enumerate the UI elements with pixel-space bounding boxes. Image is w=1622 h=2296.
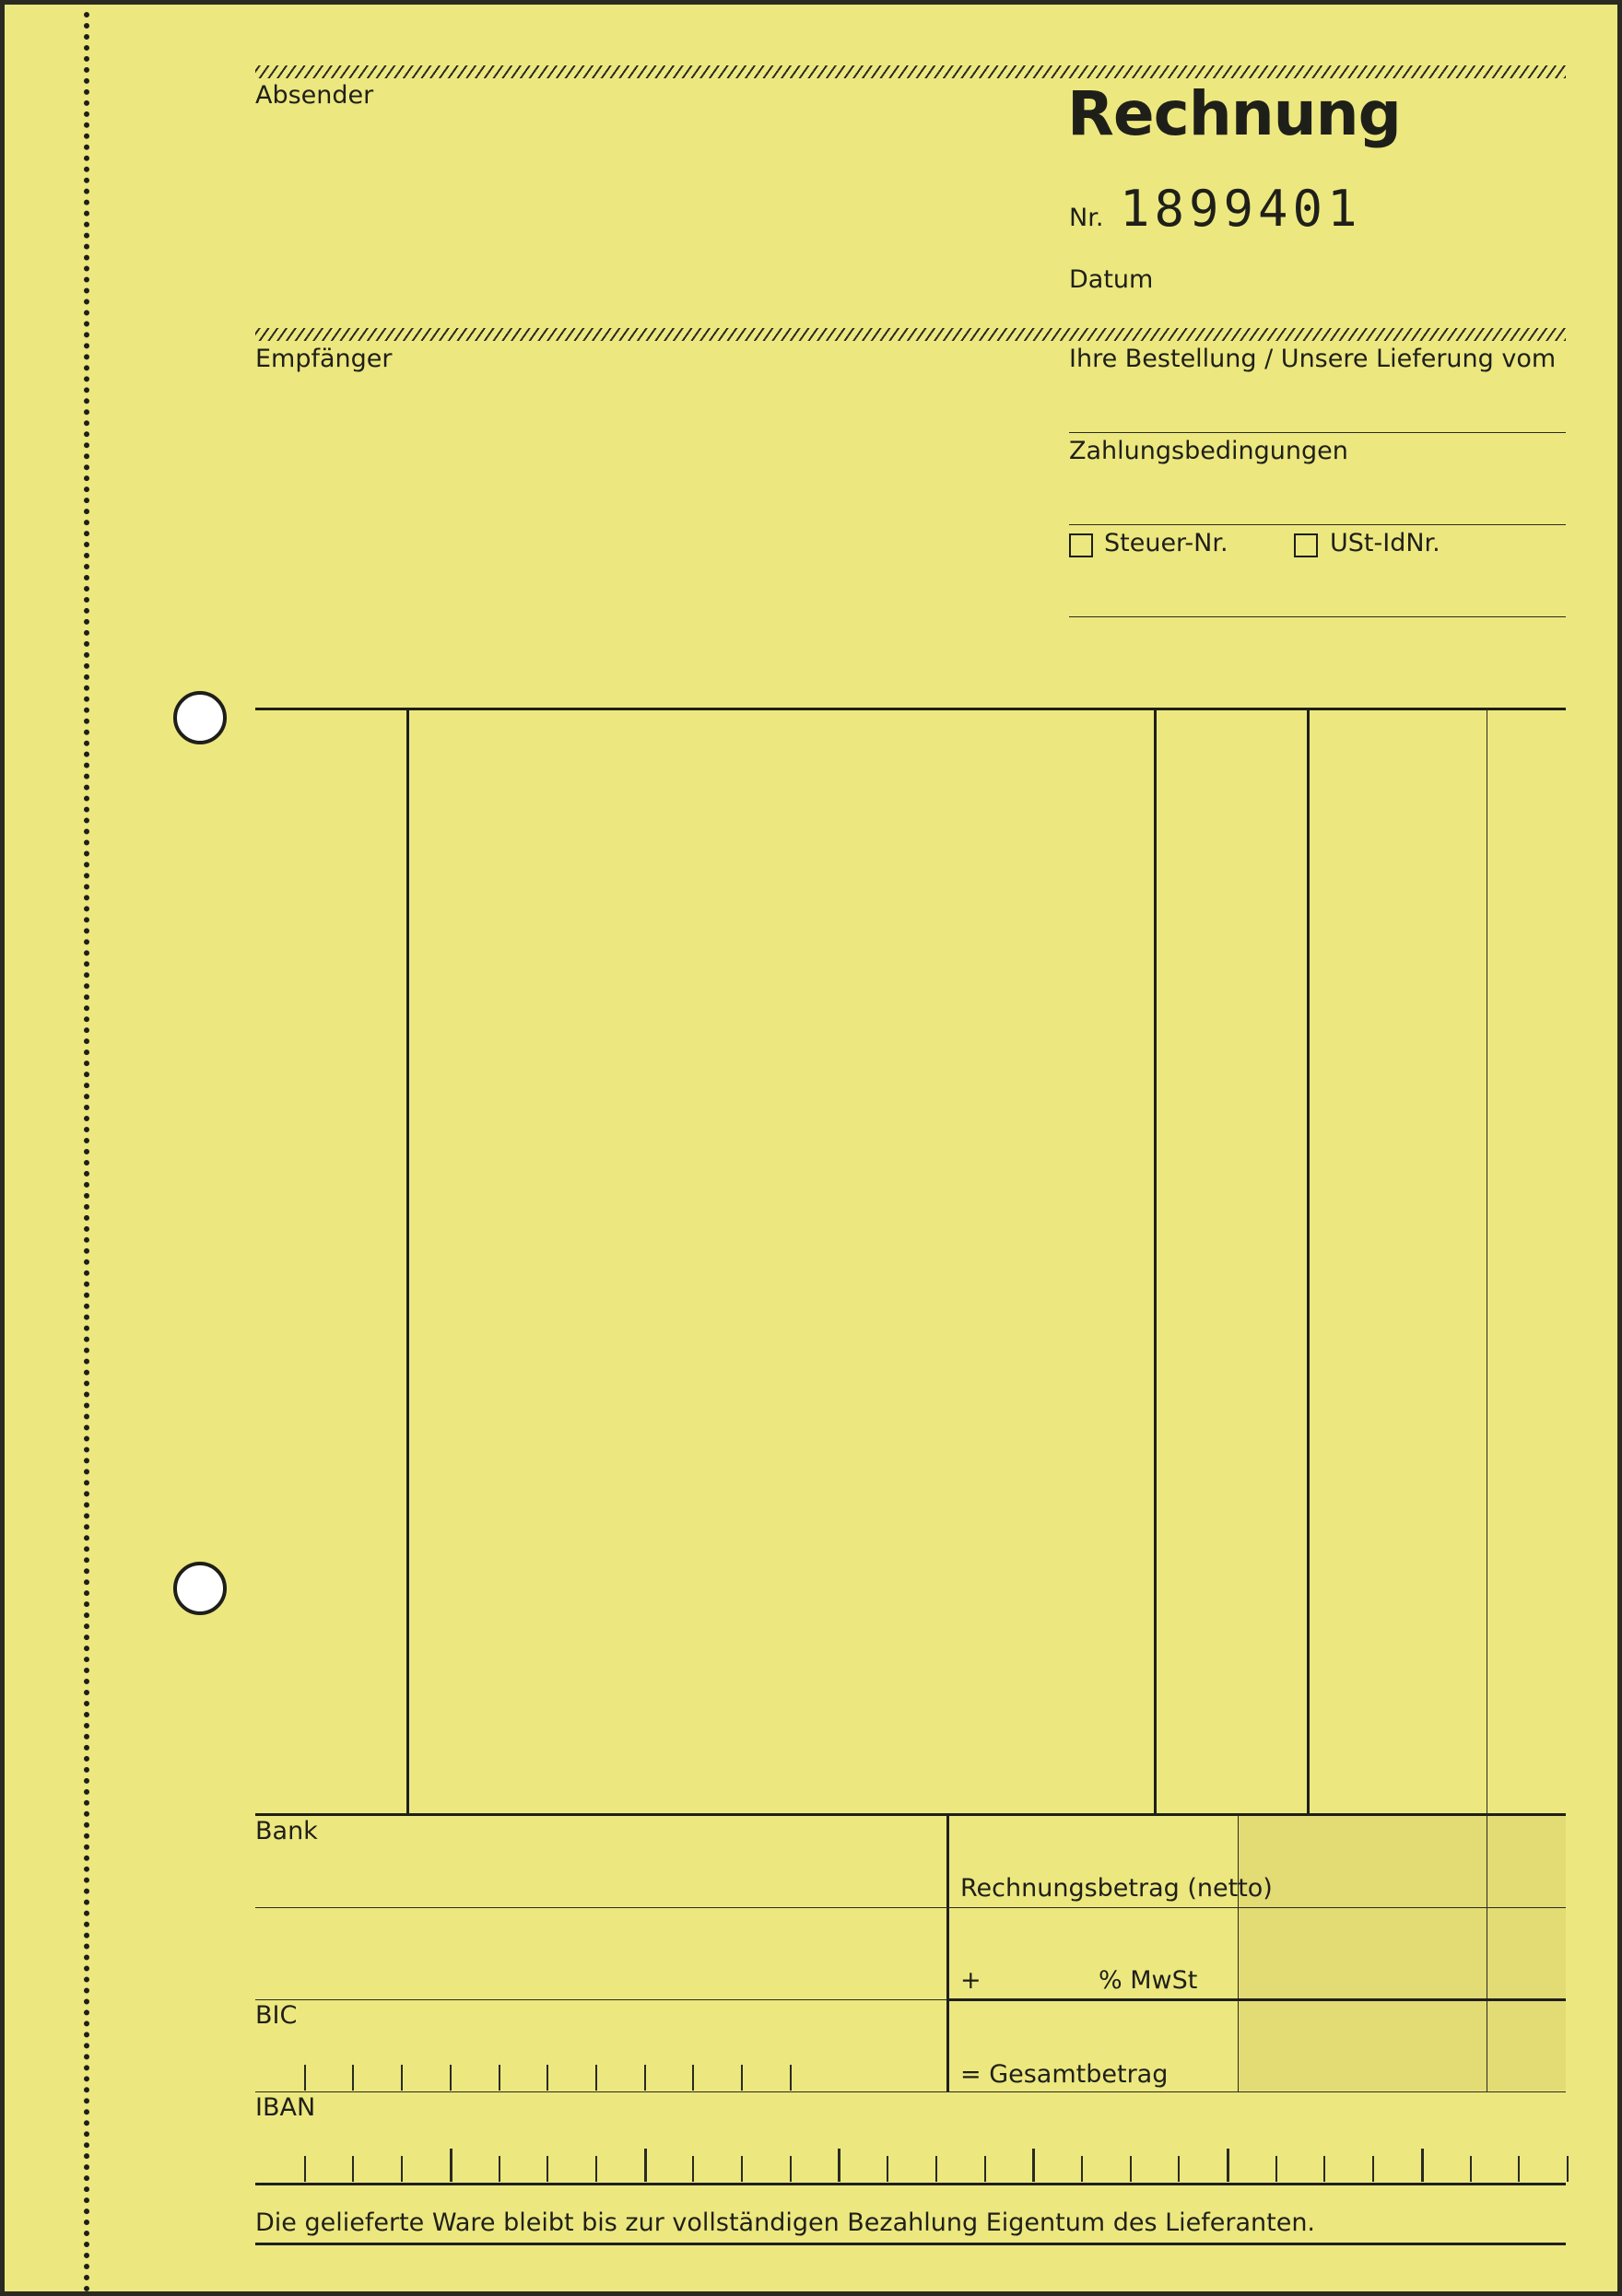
- plus-sign: +: [960, 1966, 981, 1995]
- bic-char-tick: [352, 2065, 354, 2091]
- punch-hole-bottom: [173, 1562, 227, 1615]
- bank-label: Bank: [255, 1817, 318, 1845]
- item-column-divider-2: [1154, 709, 1157, 1814]
- item-table-top-border: [255, 708, 1566, 710]
- bic-label: BIC: [255, 2001, 298, 2030]
- bic-char-tick: [790, 2065, 792, 2091]
- item-column-divider-1: [406, 709, 409, 1814]
- bic-char-tick: [401, 2065, 403, 2091]
- iban-char-tick: [1323, 2156, 1325, 2182]
- iban-char-tick: [887, 2156, 888, 2182]
- ust-idnr-label: USt-IdNr.: [1330, 529, 1440, 557]
- steuer-nr-label: Steuer-Nr.: [1104, 529, 1228, 557]
- mwst-amount-cell[interactable]: [1239, 1908, 1566, 1999]
- iban-char-tick: [1372, 2156, 1374, 2182]
- bank-row-line: [255, 1907, 1566, 1908]
- bic-row-line: [255, 2091, 1566, 2092]
- iban-char-tick: [401, 2156, 403, 2182]
- absender-label: Absender: [255, 81, 374, 110]
- empfaenger-label: Empfänger: [255, 345, 393, 373]
- amount-cell-left-border: [1238, 1815, 1239, 2091]
- bestellung-label: Ihre Bestellung / Unsere Lieferung vom: [1069, 345, 1557, 373]
- iban-char-tick: [1178, 2156, 1180, 2182]
- bestellung-line: [1069, 432, 1566, 433]
- zahlungsbedingungen-line: [1069, 524, 1566, 525]
- bic-char-tick: [450, 2065, 452, 2091]
- iban-char-tick: [547, 2156, 548, 2182]
- mwst-label: % MwSt: [1099, 1966, 1198, 1995]
- iban-char-tick: [1227, 2149, 1229, 2182]
- iban-char-tick: [790, 2156, 792, 2182]
- bic-char-tick: [499, 2065, 500, 2091]
- iban-char-tick: [692, 2156, 694, 2182]
- datum-label: Datum: [1069, 265, 1154, 294]
- bic-char-tick: [304, 2065, 306, 2091]
- iban-char-tick: [304, 2156, 306, 2182]
- iban-char-tick: [1081, 2156, 1083, 2182]
- ust-idnr-checkbox[interactable]: [1294, 533, 1318, 557]
- iban-char-tick: [1421, 2149, 1424, 2182]
- iban-char-tick: [1518, 2156, 1520, 2182]
- invoice-number-label: Nr.: [1069, 204, 1104, 232]
- totals-left-border: [946, 1815, 949, 2091]
- iban-label: IBAN: [255, 2093, 316, 2122]
- bic-char-tick: [741, 2065, 743, 2091]
- iban-char-tick: [1275, 2156, 1277, 2182]
- iban-char-tick: [1130, 2156, 1132, 2182]
- mwst-row-line-left: [255, 1999, 946, 2000]
- iban-char-tick: [838, 2149, 840, 2182]
- iban-char-tick: [450, 2149, 453, 2182]
- iban-char-tick: [499, 2156, 500, 2182]
- netto-amount-cell[interactable]: [1239, 1816, 1566, 1907]
- punch-hole-top: [173, 691, 227, 744]
- iban-char-tick: [1567, 2156, 1569, 2182]
- iban-char-tick: [1032, 2149, 1035, 2182]
- gesamt-label: = Gesamtbetrag: [960, 2060, 1169, 2089]
- invoice-number: 1899401: [1120, 180, 1362, 238]
- bic-char-tick: [692, 2065, 694, 2091]
- hatch-divider-top: [255, 65, 1566, 78]
- item-column-divider-3: [1307, 709, 1310, 1814]
- hatch-divider-middle: [255, 328, 1566, 341]
- iban-char-tick: [935, 2156, 937, 2182]
- perforation-line: [84, 12, 89, 2293]
- mwst-row-line-right: [946, 1998, 1566, 2001]
- bic-char-tick: [644, 2065, 646, 2091]
- iban-char-tick: [1470, 2156, 1472, 2182]
- netto-label: Rechnungsbetrag (netto): [960, 1874, 1273, 1903]
- footer-line: [255, 2243, 1566, 2245]
- iban-char-tick: [741, 2156, 743, 2182]
- steuer-nr-checkbox[interactable]: [1069, 533, 1093, 557]
- iban-row-line: [255, 2183, 1566, 2185]
- iban-char-tick: [352, 2156, 354, 2182]
- ownership-note: Die gelieferte Ware bleibt bis zur vollständigen Bezahlung Eigentum des Lieferanten.: [255, 2208, 1316, 2237]
- document-title: Rechnung: [1067, 78, 1401, 149]
- iban-char-tick: [644, 2149, 647, 2182]
- gesamt-amount-cell[interactable]: [1239, 2001, 1566, 2091]
- zahlungsbedingungen-label: Zahlungsbedingungen: [1069, 437, 1348, 465]
- iban-char-tick: [984, 2156, 986, 2182]
- bic-char-tick: [547, 2065, 548, 2091]
- iban-char-tick: [595, 2156, 597, 2182]
- tax-id-line: [1069, 616, 1566, 617]
- bic-char-tick: [595, 2065, 597, 2091]
